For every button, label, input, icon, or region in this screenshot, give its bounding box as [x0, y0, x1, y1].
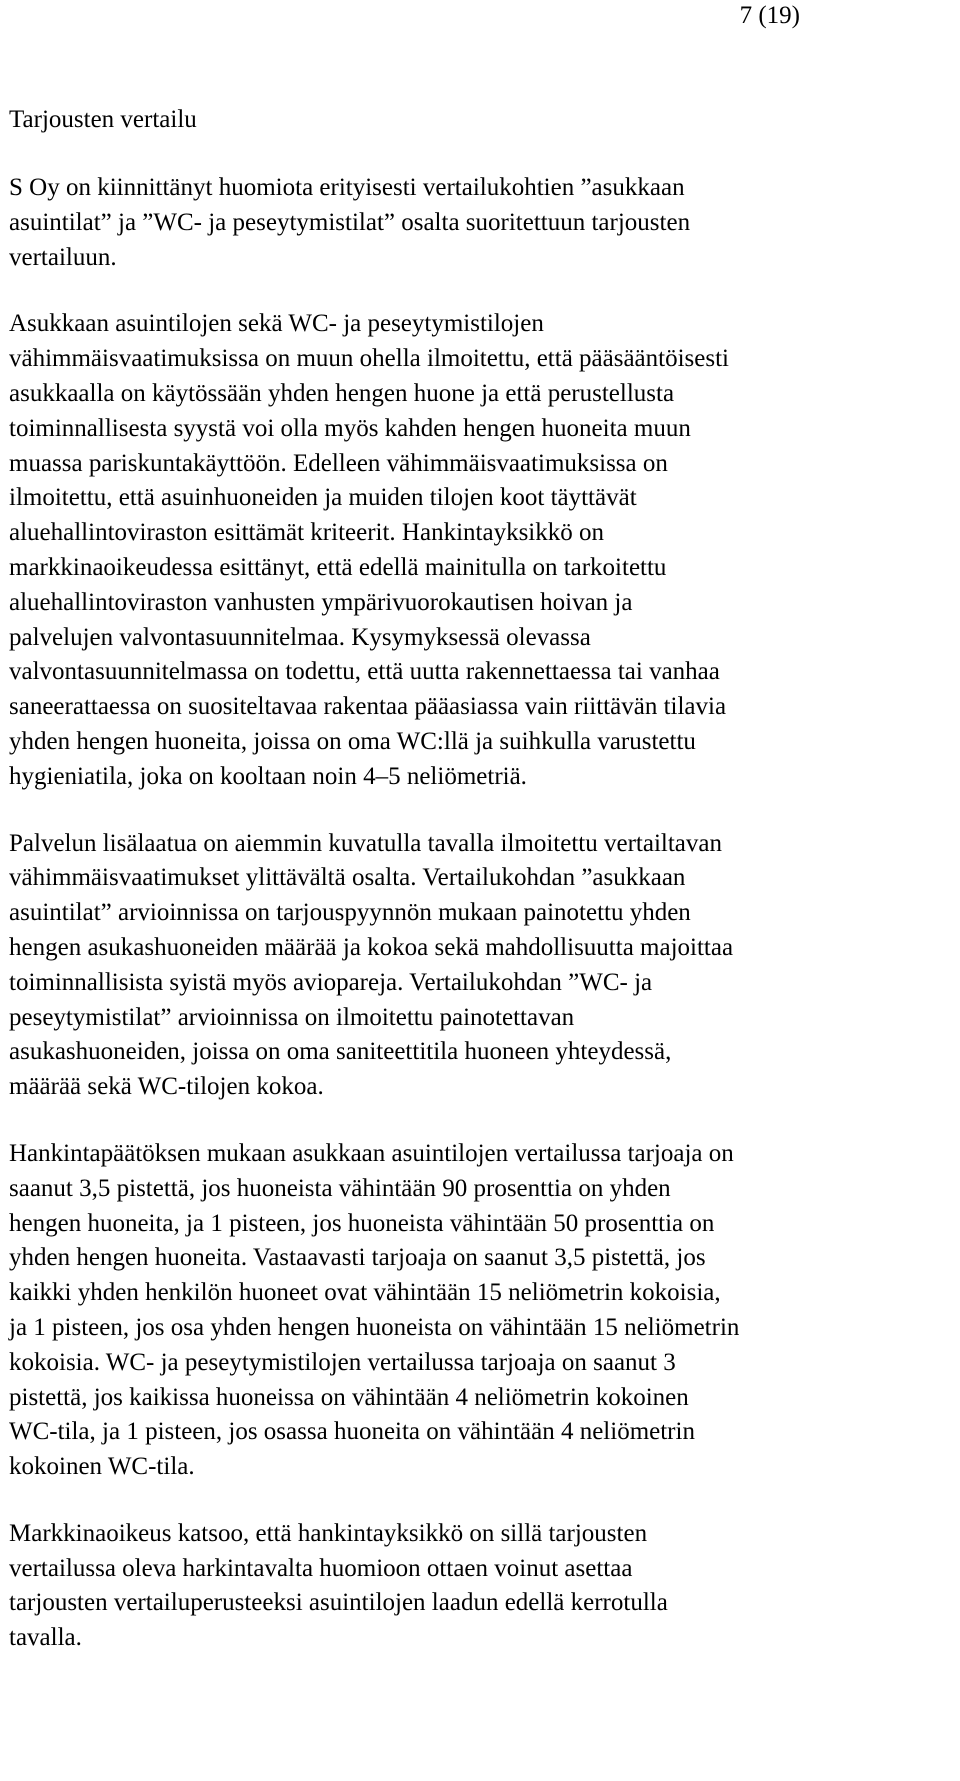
- paragraph-3: Palvelun lisälaatua on aiemmin kuvatulla tavalla ilmoitettu vertailtavan vähimmäisvaatimukset ylittävältä osalta. Vertailukohdan ”asukkaan asuintilat” arvioinnissa on tarjouspyynnön mukaan painotettu yhden hengen asukashuoneiden määrää ja kokoa sekä mahdollisuutta majoittaa toiminnallisista syistä myös aviopareja. Vertailukohdan ”WC- ja peseytymistilat” arvioinnissa on ilmoitettu painotettavan asukashuoneiden, joissa on oma saniteettitila huoneen yhteydessä, määrää sekä WC-tilojen kokoa.: [9, 829, 734, 1101]
- paragraph-1: S Oy on kiinnittänyt huomiota erityisesti vertailukohtien ”asukkaan asuintilat” ja ”WC- ja peseytymistilat” osalta suoritettuun tarjousten vertailuun.: [9, 174, 691, 271]
- paragraph-2: Asukkaan asuintilojen sekä WC- ja peseytymistilojen vähimmäisvaatimuksissa on muun ohella ilmoitettu, että pääsääntöisesti asukkaalla on käytössään yhden hengen huone ja että perustellusta toiminnallisesta syystä voi olla myös kahden hengen huoneita muun muassa pariskuntakäyttöön. Edelleen vähimmäisvaatimuksissa on ilmoitettu, että asuinhuoneiden ja muiden tilojen koot täyttävät aluehallintoviraston esittämät kriteerit. Hankintayksikkö on markkinaoikeudessa esittänyt, että edellä mainitulla on tarkoitettu aluehallintoviraston vanhusten ympärivuorokautisen hoivan ja palvelujen valvontasuunnitelmaa. Kysymyksessä olevassa valvontasuunnitelmassa on todettu, että uutta rakennettaessa tai vanhaa saneerattaessa on suositeltavaa rakentaa pääasiassa vain riittävän tilavia yhden hengen huoneita, joissa on oma WC:llä ja suihkulla varustettu hygieniatila, joka on kooltaan noin 4–5 neliömetriä.: [9, 310, 729, 790]
- document-body: [9, 104, 959, 1656]
- page-number: 7 (19): [739, 2, 800, 29]
- section-heading: Tarjousten vertailu: [9, 106, 197, 133]
- paragraph-4: Hankintapäätöksen mukaan asukkaan asuintilojen vertailussa tarjoaja on saanut 3,5 pistettä, jos huoneista vähintään 90 prosenttia on yhden hengen huoneita, ja 1 pisteen, jos huoneista vähintään 50 prosenttia on yhden hengen huoneita. Vastaavasti tarjoaja on saanut 3,5 pistettä, jos kaikki yhden henkilön huoneet ovat vähintään 15 neliömetrin kokoisia, ja 1 pisteen, jos osa yhden hengen huoneista on vähintään 15 neliömetrin kokoisia. WC- ja peseytymistilojen vertailussa tarjoaja on saanut 3 pistettä, jos kaikissa huoneissa on vähintään 4 neliömetrin kokoinen WC-tila, ja 1 pisteen, jos osassa huoneita on vähintään 4 neliömetrin kokoinen WC-tila.: [9, 1139, 740, 1481]
- paragraph-5: Markkinaoikeus katsoo, että hankintayksikkö on sillä tarjousten vertailussa oleva harkintavalta huomioon ottaen voinut asettaa tarjousten vertailuperusteeksi asuintilojen laadun edellä kerrotulla tavalla.: [9, 1519, 668, 1652]
